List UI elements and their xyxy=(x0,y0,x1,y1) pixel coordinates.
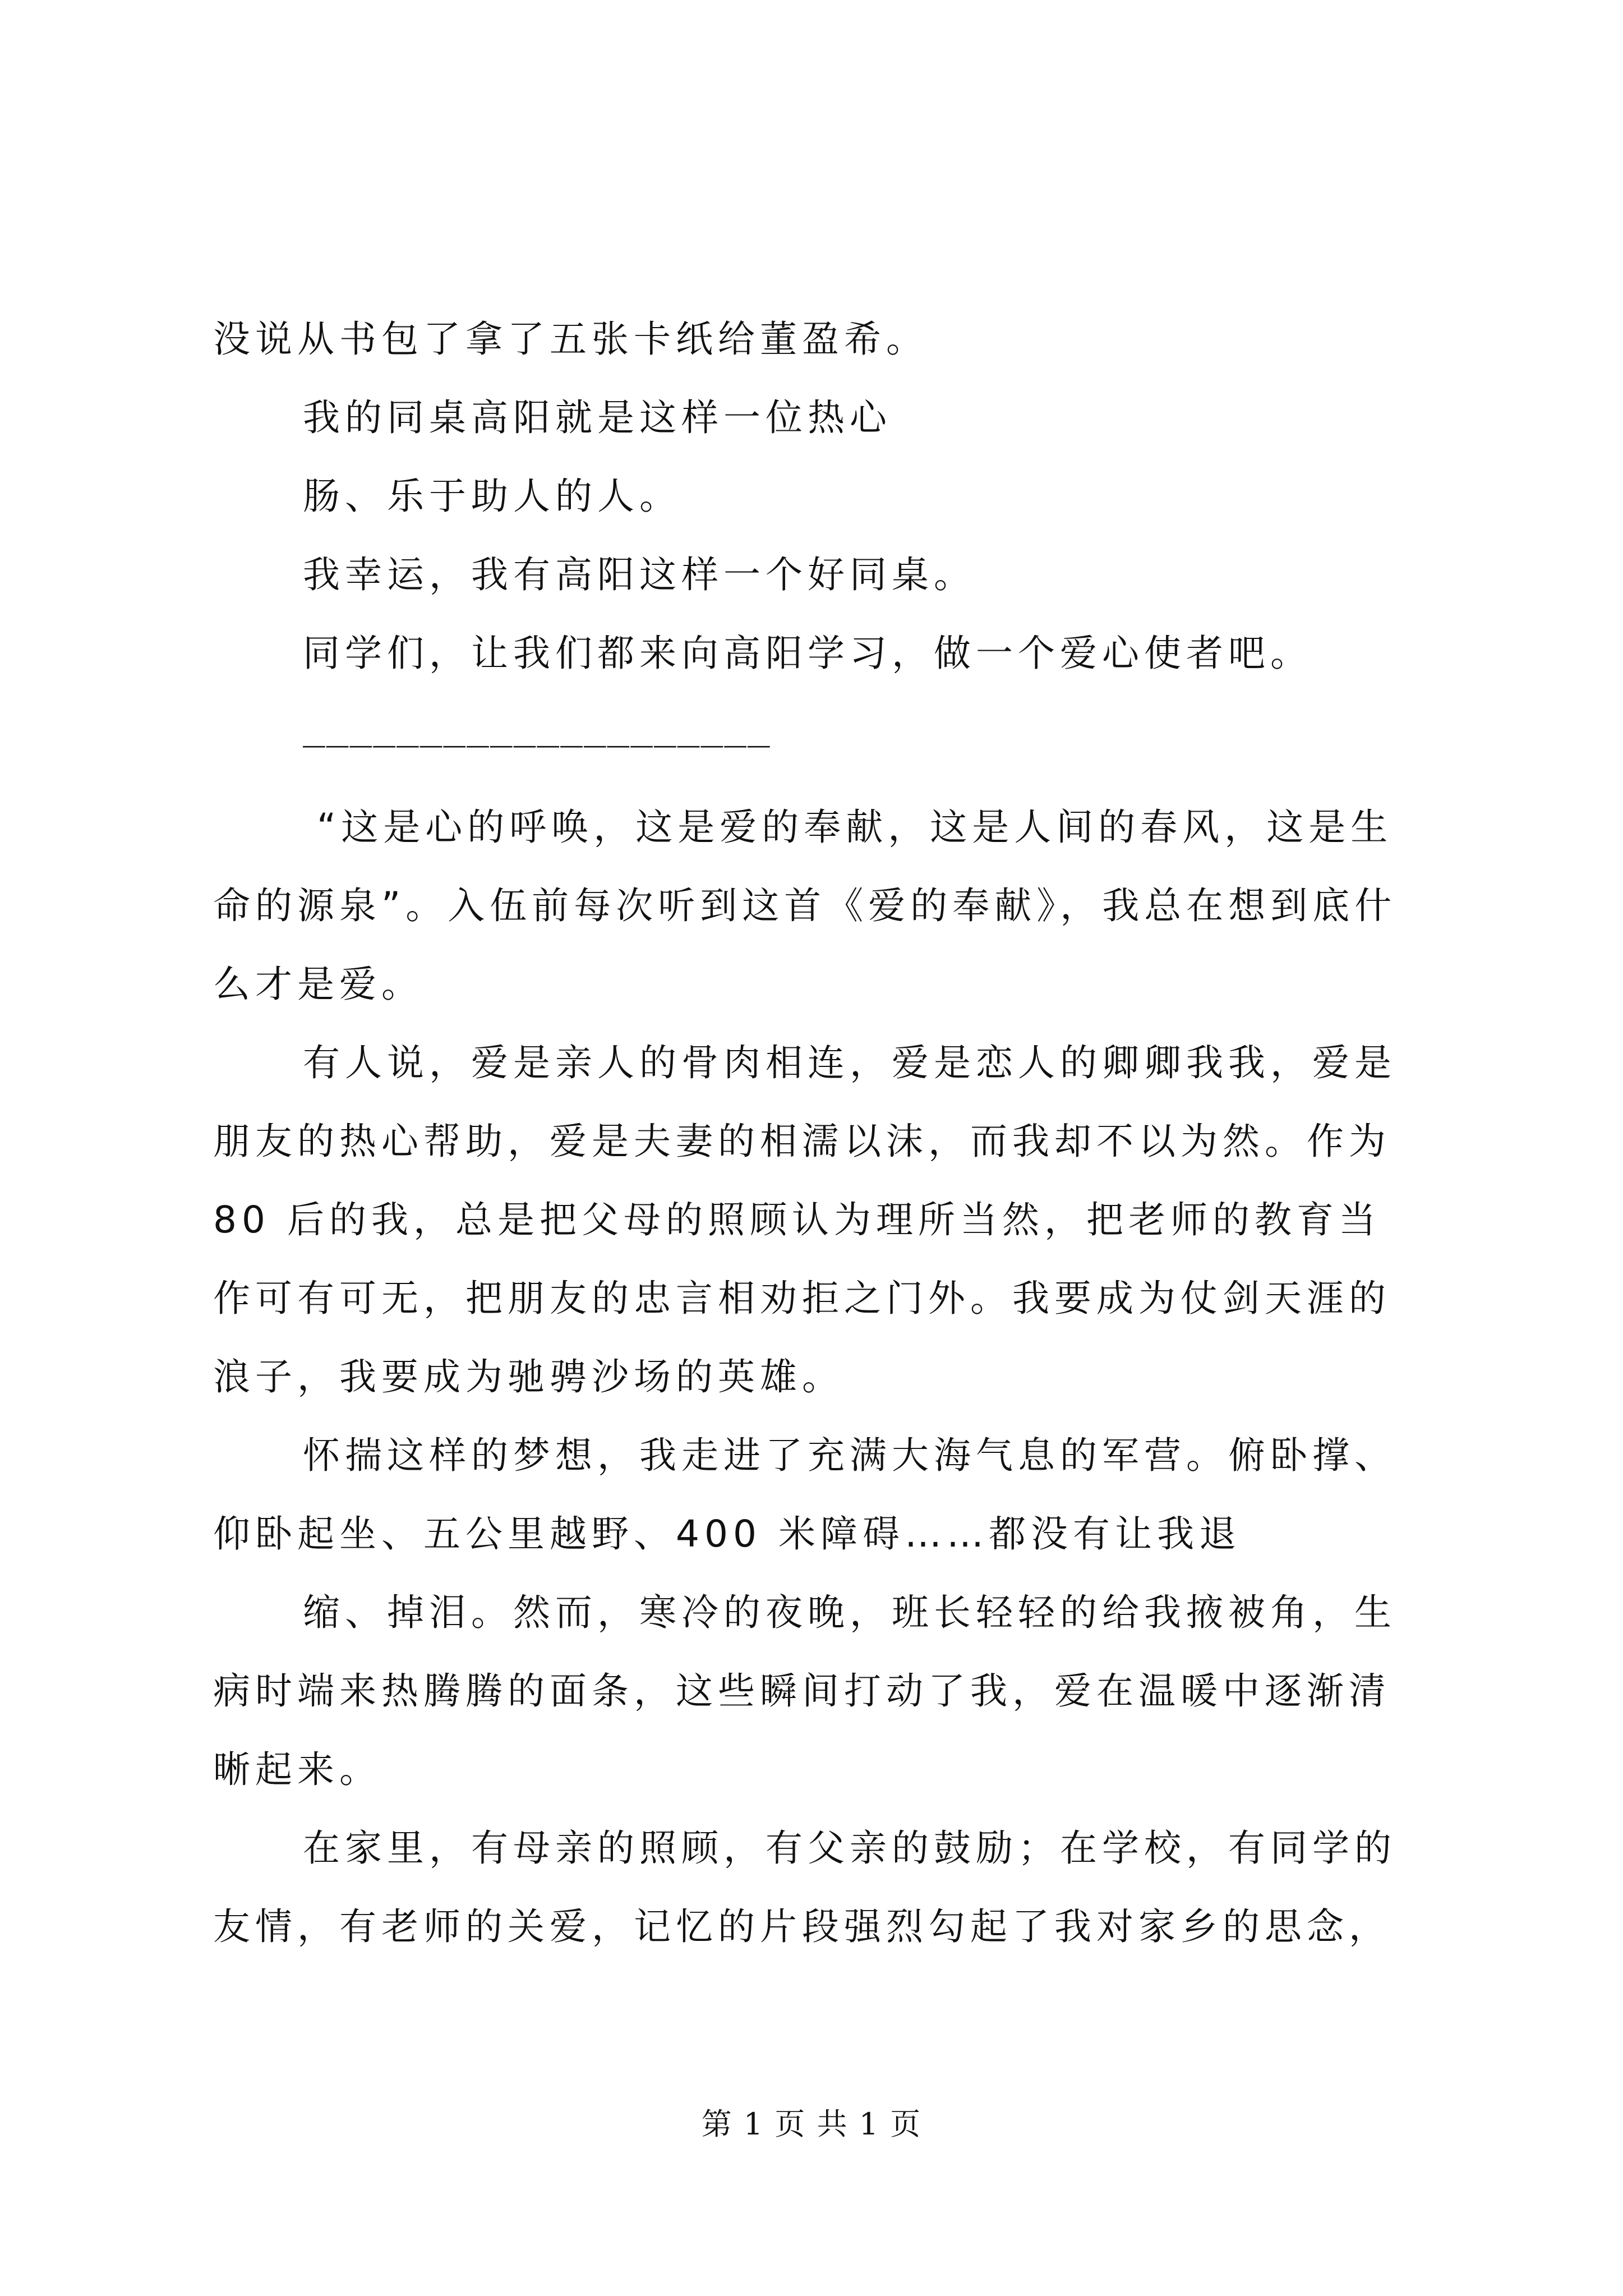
text-line-1: 没说从书包了拿了五张卡纸给董盈希。 xyxy=(213,318,928,361)
text-line-7: “这是心的呼唤，这是爱的奉献，这是人间的春风，这是生 xyxy=(317,806,1393,849)
text-line-12: 80 后的我，总是把父母的照顾认为理所当然，把老师的教育当 xyxy=(213,1198,1381,1241)
text-line-20: 在家里，有母亲的照顾，有父亲的鼓励；在学校，有同学的 xyxy=(303,1826,1396,1870)
text-line-9: 么才是爱。 xyxy=(213,963,423,1006)
page-footer: 第 1 页 共 1 页 xyxy=(701,2106,922,2142)
text-line-10: 有人说，爱是亲人的骨肉相连，爱是恋人的卿卿我我，爱是 xyxy=(303,1041,1396,1084)
text-line-15: 怀揣这样的梦想，我走进了充满大海气息的军营。俯卧撑、 xyxy=(303,1434,1396,1477)
text-line-21: 友情，有老师的关爱，记忆的片段强烈勾起了我对家乡的思念， xyxy=(213,1905,1391,1948)
text-line-18: 病时端来热腾腾的面条，这些瞬间打动了我，爱在温暖中逐渐清 xyxy=(213,1669,1391,1713)
text-line-14: 浪子，我要成为驰骋沙场的英雄。 xyxy=(213,1355,844,1398)
text-line-4: 我幸运，我有高阳这样一个好同桌。 xyxy=(303,553,976,596)
text-line-3: 肠、乐于助人的人。 xyxy=(303,475,681,518)
text-line-5: 同学们，让我们都来向高阳学习，做一个爱心使者吧。 xyxy=(303,632,1312,675)
text-line-16: 仰卧起坐、五公里越野、400 米障碍……都没有让我退 xyxy=(213,1512,1241,1556)
text-line-2: 我的同桌高阳就是这样一位热心 xyxy=(303,396,892,439)
text-line-11: 朋友的热心帮助，爱是夫妻的相濡以沫，而我却不以为然。作为 xyxy=(213,1120,1391,1163)
text-line-13: 作可有可无，把朋友的忠言相劝拒之门外。我要成为仗剑天涯的 xyxy=(213,1277,1391,1320)
separator-line: ____________________ xyxy=(303,705,771,748)
text-line-8: 命的源泉”。入伍前每次听到这首《爱的奉献》，我总在想到底什 xyxy=(213,884,1397,927)
text-line-19: 晰起来。 xyxy=(213,1748,381,1791)
text-line-17: 缩、掉泪。然而，寒冷的夜晚，班长轻轻的给我掖被角，生 xyxy=(303,1591,1396,1634)
